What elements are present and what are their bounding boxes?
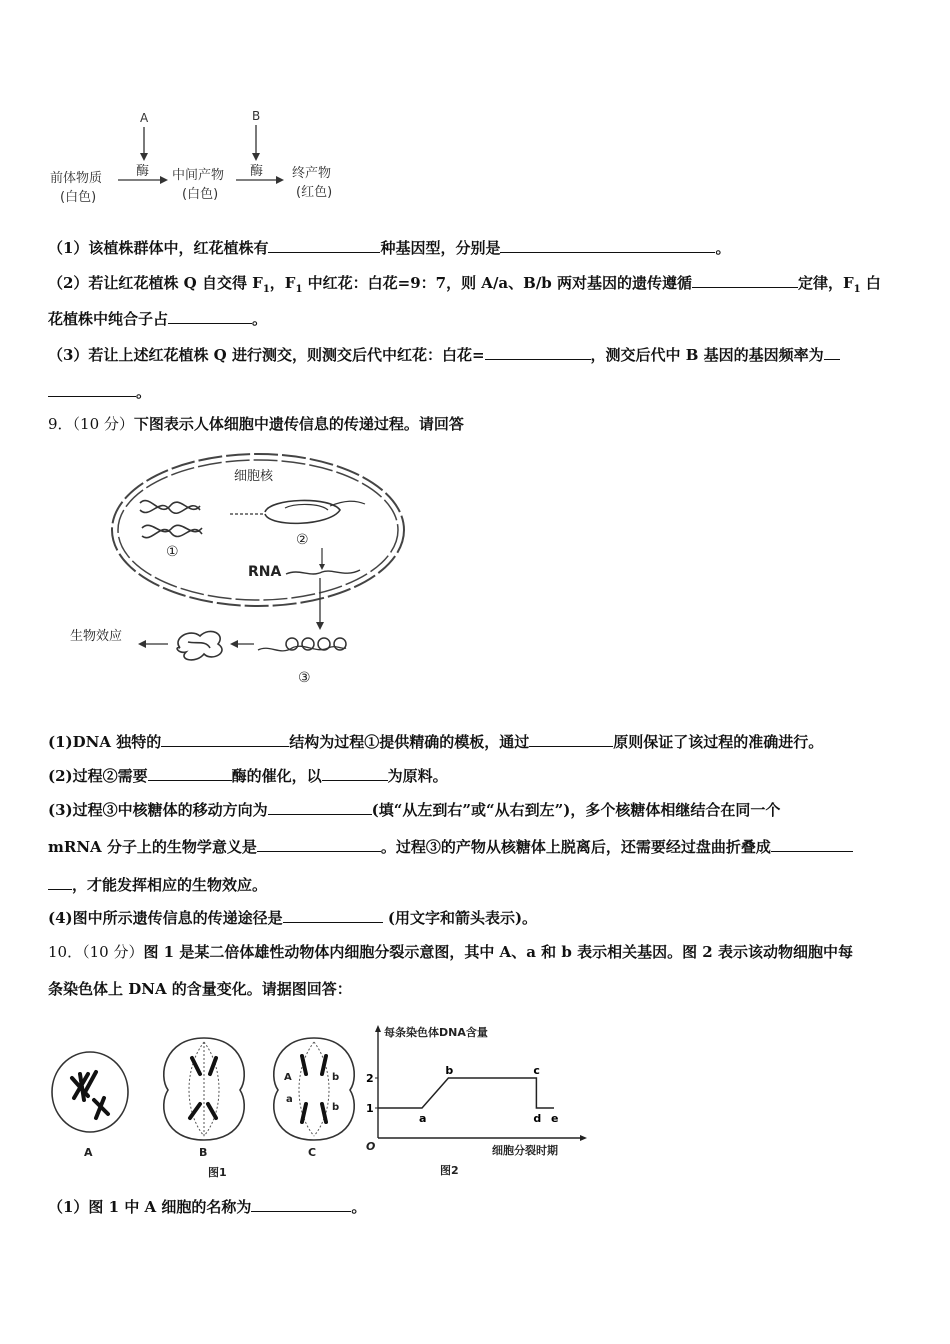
blank[interactable] <box>500 237 715 253</box>
q8-part2-cont: 花植株中纯合子占 。 <box>48 310 268 328</box>
q9-stem: 9．（10 分）下图表示人体细胞中遗传信息的传递过程。请回答 <box>48 415 464 433</box>
point-label-a: a <box>419 1112 427 1125</box>
blank[interactable] <box>168 308 252 324</box>
intermediate-color: (白色) <box>182 187 219 202</box>
process1-label: ① <box>166 544 179 560</box>
figure2-caption: 图2 <box>440 1164 459 1177</box>
reaction1-arrowhead <box>160 176 168 184</box>
q10-part1: （1）图 1 中 A 细胞的名称为 。 <box>48 1198 367 1216</box>
nucleus-label: 细胞核 <box>234 469 274 484</box>
q9-part2: (2)过程②需要 酶的催化，以 为原料。 <box>48 767 448 785</box>
chromosome-icon <box>302 1056 326 1122</box>
cell-b-label: B <box>199 1146 208 1159</box>
y-axis-arrowhead <box>375 1025 381 1032</box>
precursor-label: 前体物质 <box>50 171 103 186</box>
rna-label: RNA <box>248 564 282 580</box>
gene-label-A: A <box>284 1072 292 1083</box>
cell-division-figure <box>44 1028 364 1188</box>
reaction2-arrowhead <box>276 176 284 184</box>
chromosome-icon <box>72 1072 96 1100</box>
intermediate-label: 中间产物 <box>172 168 225 183</box>
point-label-d: d <box>533 1112 542 1125</box>
precursor-color: (白色) <box>60 190 97 205</box>
blank[interactable] <box>692 272 798 288</box>
gene-label-a: a <box>286 1094 293 1105</box>
effect-arrowhead <box>138 640 146 648</box>
cell-a <box>52 1052 128 1132</box>
q8-part2: （2）若让红花植株 Q 自交得 $F_1$，$F_1$ 中红花：白花=9：7，则 A/a、B/b 两对基因的遗传遵循 定律，$F_1$ 白 <box>48 274 881 295</box>
gene-label-b1: b <box>332 1072 340 1083</box>
dna-helix-icon <box>140 501 202 538</box>
chromosome-icon <box>94 1098 108 1118</box>
q9-part1: (1)DNA 独特的 结构为过程①提供精确的模板，通过 原则保证了该过程的准确进行。 <box>48 733 824 751</box>
folded-protein-icon <box>177 631 222 660</box>
y-tick-label: 1 <box>366 1102 374 1115</box>
chromosome-icon <box>190 1058 216 1118</box>
y-axis-label: 每条染色体DNA含量 <box>384 1026 488 1039</box>
x-axis-label: 细胞分裂时期 <box>492 1144 558 1157</box>
blank[interactable] <box>322 765 388 781</box>
blank[interactable] <box>251 1196 351 1212</box>
dna-content-line <box>378 1078 554 1108</box>
q8-part1: （1）该植株群体中，红花植株有 种基因型，分别是 。 <box>48 239 731 257</box>
mrna-strand <box>286 570 360 574</box>
blank[interactable] <box>48 381 136 397</box>
final-product-color: (红色) <box>296 185 333 200</box>
gene-expression-diagram <box>60 448 420 693</box>
gene-b-arrowhead <box>252 153 260 161</box>
cell-a-label: A <box>84 1146 93 1159</box>
blank[interactable] <box>485 344 591 360</box>
final-product-label: 终产物 <box>292 166 332 181</box>
cell-b <box>164 1038 244 1140</box>
origin-label: O <box>366 1140 376 1153</box>
blank[interactable] <box>148 765 232 781</box>
enzyme1-label: 酶 <box>136 164 150 179</box>
blank[interactable] <box>161 731 289 747</box>
ribosome-icon <box>318 638 330 650</box>
blank[interactable] <box>283 907 383 923</box>
gene-b-label: B <box>252 109 261 123</box>
q9-part3-cont2: ，才能发挥相应的生物效应。 <box>48 874 267 895</box>
point-label-e: e <box>551 1112 559 1125</box>
blank[interactable] <box>824 344 840 360</box>
q10-stem-cont: 条染色体上 DNA 的含量变化。请据图回答： <box>48 980 352 998</box>
blank[interactable] <box>48 874 72 890</box>
dna-content-chart <box>360 1022 600 1182</box>
protein-arrowhead <box>230 640 238 648</box>
blank[interactable] <box>268 237 380 253</box>
gene-a-label: A <box>140 111 149 125</box>
q8-part3: （3）若让上述红花植株 Q 进行测交，则测交后代中红花：白花= ，测交后代中 B 基因的基因频率为 <box>48 344 840 365</box>
blank[interactable] <box>529 731 613 747</box>
blank[interactable] <box>257 836 381 852</box>
cell-c <box>274 1038 354 1140</box>
q10-stem: 10．（10 分）图 1 是某二倍体雄性动物体内细胞分裂示意图，其中 A、a 和 b 表示相关基因。图 2 表示该动物细胞中每 <box>48 943 853 961</box>
gene-label-b2: b <box>332 1102 340 1113</box>
rna-export-arrowhead <box>319 564 325 570</box>
point-label-c: c <box>533 1064 540 1077</box>
gene-a-arrowhead <box>140 153 148 161</box>
q9-part3-cont: mRNA 分子上的生物学意义是 。过程③的产物从核糖体上脱离后，还需要经过盘曲折叠成 <box>48 836 853 857</box>
q9-part4: (4)图中所示遗传信息的传递途径是 (用文字和箭头表示)。 <box>48 909 538 927</box>
spindle <box>189 1042 219 1136</box>
y-tick-label: 2 <box>366 1072 374 1085</box>
q9-part3: (3)过程③中核糖体的移动方向为 (填“从左到右”或“从右到左”)，多个核糖体相继结合在同一个 <box>48 801 781 819</box>
ribosome-icon <box>302 638 314 650</box>
blank[interactable] <box>268 799 372 815</box>
figure1-caption: 图1 <box>208 1166 227 1179</box>
biological-effect-label: 生物效应 <box>70 629 123 644</box>
translation-arrowhead <box>316 622 324 630</box>
blank[interactable] <box>771 836 853 852</box>
pathway-diagram <box>40 105 360 215</box>
process3-label: ③ <box>298 670 311 686</box>
cell-c-label: C <box>308 1146 317 1159</box>
q8-part3-cont: 。 <box>48 381 151 402</box>
enzyme2-label: 酶 <box>250 164 264 179</box>
point-label-b: b <box>445 1064 454 1077</box>
process2-label: ② <box>296 532 309 548</box>
x-axis-arrowhead <box>580 1135 587 1141</box>
